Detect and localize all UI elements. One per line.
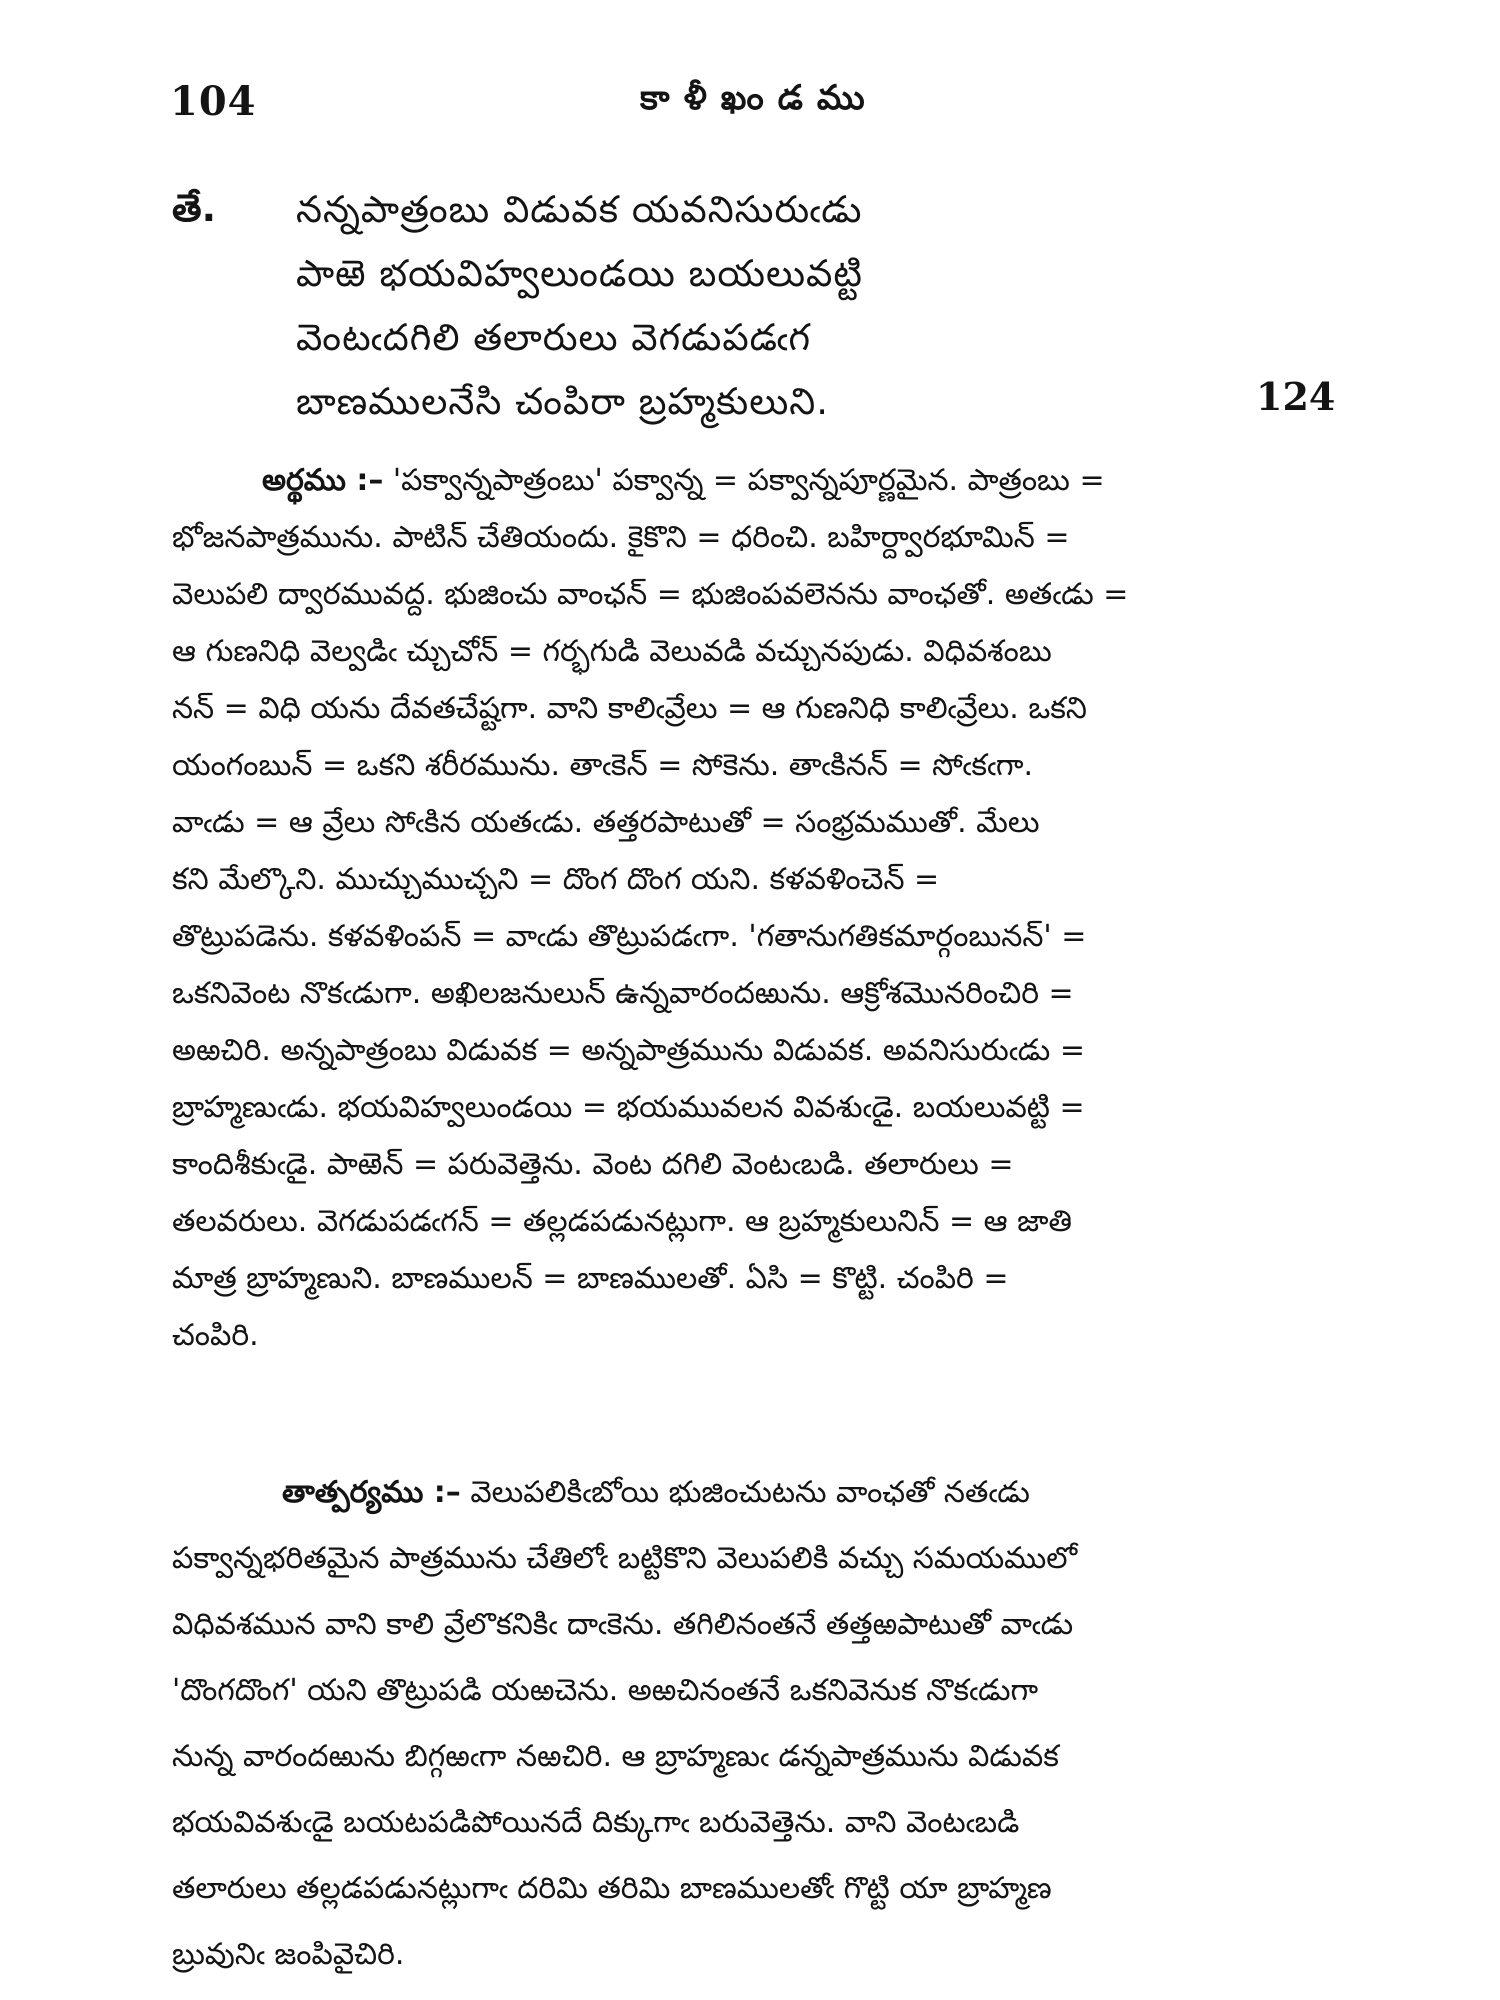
meaning-label: అర్థము :– [262, 463, 384, 498]
meaning-line: వాఁడు = ఆ వ్రేలు సోఁకిన యతఁడు. తత్తరపాటుతో = సంభ్రమముతో. మేలు [172, 805, 1040, 840]
verse-line: బాణములనేసి చంపిరా బ్రహ్మకులుని. [296, 380, 829, 423]
meaning-line: యంగంబున్ = ఒకని శరీరమును. తాఁకెన్ = సోకెను. తాఁకినన్ = సోఁకఁగా. [172, 748, 1034, 783]
meaning-paragraph [172, 452, 1342, 1421]
meaning-line: కాందిశీకుఁడై. పాఱెన్ = పరువెత్తెను. వెంట దగిలి వెంటఁబడి. తలారులు = [172, 1147, 1014, 1182]
meaning-line: ఆ గుణనిధి వెల్వడిఁ చ్చుచోన్ = గర్భగుడి వెలువడి వచ్చునపుడు. విధివశంబు [172, 634, 1052, 669]
summary-line: విధివశమున వాని కాలి వ్రేలొకనికిఁ దాఁకెను. తగిలినంతనే తత్తఱపాటుతో వాఁడు [172, 1607, 1074, 1642]
summary-first-line-text: వెలుపలికిఁబోయి భుజించుటను వాంఛతో నతఁడు [460, 1475, 1030, 1510]
summary-line: నున్న వారందఱును బిగ్గఱఁగా నఱచిరి. ఆ బ్రాహ్మణుఁ డన్నపాత్రమును విడువక [172, 1739, 1059, 1774]
verse-line: వెంటఁదగిలి తలారులు వెగడుపడఁగ [296, 316, 812, 359]
verse-line: నన్నపాత్రంబు విడువక యవనిసురుఁడు [296, 188, 863, 231]
meaning-line: మాత్ర బ్రాహ్మణుని. బాణములన్ = బాణములతో. ఏసి = కొట్టి. చంపిరి = [172, 1261, 1009, 1296]
meaning-line: తొట్రుపడెను. కళవళింపన్ = వాఁడు తొట్రుపడఁగా. 'గతానుగతికమార్గంబునన్' = [172, 919, 1087, 954]
summary-paragraph [172, 1460, 1342, 1988]
summary-line: బ్రువునిఁ జంపివైచిరి. [172, 1937, 405, 1972]
meaning-line: తలవరులు. వెగడుపడఁగన్ = తల్లడపడునట్లుగా. ఆ బ్రహ్మకులునిన్ = ఆ జాతి [172, 1204, 1072, 1239]
meaning-line: నన్ = విధి యను దేవతచేష్టగా. వాని కాలిఁవ్రేలు = ఆ గుణనిధి కాలిఁవ్రేలు. ఒకని [172, 691, 1087, 726]
meaning-line: చంపిరి. [172, 1318, 259, 1353]
meaning-line: అఱచిరి. అన్నపాత్రంబు విడువక = అన్నపాత్రమును విడువక. అవనిసురుఁడు = [172, 1033, 1085, 1068]
meaning-line: వెలుపలి ద్వారమువద్ద. భుజించు వాంఛన్ = భుజింపవలెనను వాంఛతో. అతఁడు = [172, 577, 1129, 612]
meaning-line: ఒకనివెంట నొకఁడుగా. అఖిలజనులున్ ఉన్నవారందఱును. ఆక్రోశమొనరించిరి = [172, 976, 1074, 1011]
running-title: కాళీఖండము [640, 78, 879, 118]
page-number: 104 [170, 78, 257, 125]
verse-number: 124 [1256, 374, 1336, 419]
meaning-line: భోజనపాత్రమును. పాటిన్ చేతియందు. కైకొని = ధరించి. బహిర్ద్వారభూమిన్ = [172, 520, 1070, 555]
meaning-line: కని మేల్కొని. ముచ్చుముచ్చని = దొంగ దొంగ యని. కళవళించెన్ = [172, 862, 940, 897]
meaning-line [172, 1364, 1342, 1421]
summary-label: తాత్పర్యము :– [282, 1475, 461, 1510]
summary-line: భయవివశుఁడై బయటపడిపోయినదే దిక్కుగాఁ బరువెత్తెను. వాని వెంటఁబడి [172, 1805, 1020, 1840]
summary-line: తలారులు తల్లడపడునట్లుగాఁ దరిమి తరిమి బాణములతోఁ గొట్టి యా బ్రాహ్మణ [172, 1871, 1052, 1906]
meaning-first-line [172, 452, 1342, 509]
summary-first-line [172, 1460, 1342, 1526]
verse-line: పాఱె భయవిహ్వలుండయి బయలువట్టి [296, 252, 863, 295]
meaning-line: బ్రాహ్మణుఁడు. భయవిహ్వలుండయి = భయమువలన వివశుఁడై. బయలువట్టి = [172, 1090, 1085, 1125]
meaning-first-line-text: 'పక్వాన్నపాత్రంబు' పక్వాన్న = పక్వాన్నపూర్ణమైన. పాత్రంబు = [383, 463, 1105, 498]
summary-line: పక్వాన్నభరితమైన పాత్రమును చేతిలోఁ బట్టికొని వెలుపలికి వచ్చు సమయములో [172, 1541, 1078, 1576]
verse-block [296, 178, 1296, 434]
verse-meter-marker: తే. [172, 186, 216, 230]
summary-line: 'దొంగదొంగ' యని తొట్రుపడి యఱచెను. అఱచినంతనే ఒకనివెనుక నొకఁడుగా [172, 1673, 1039, 1708]
